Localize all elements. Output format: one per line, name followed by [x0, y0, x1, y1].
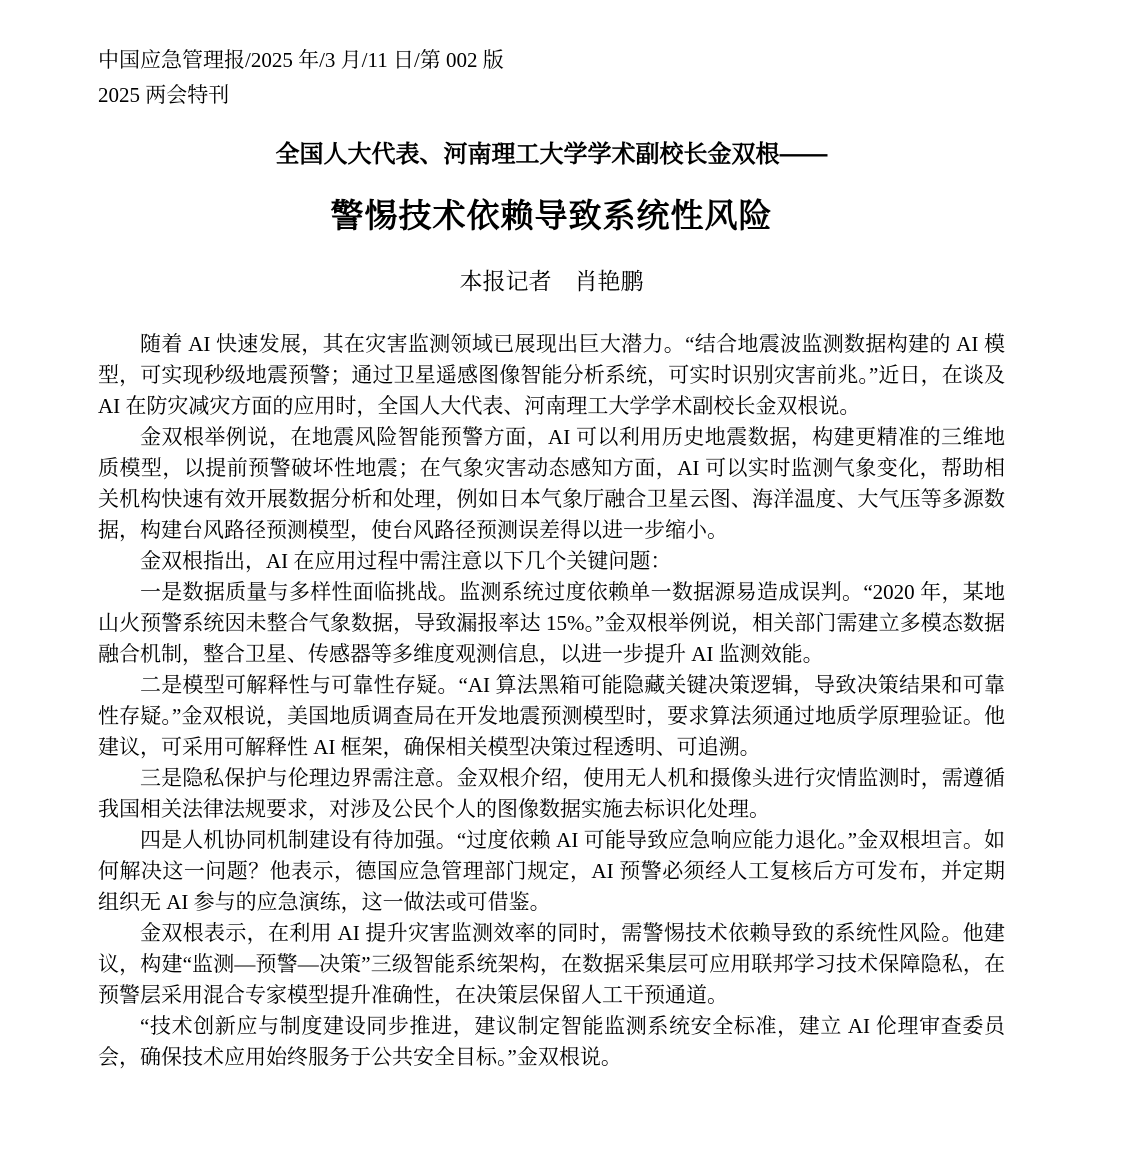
- article-paragraph: 四是人机协同机制建设有待加强。“过度依赖 AI 可能导致应急响应能力退化。”金双根坦言。如何解决这一问题？他表示，德国应急管理部门规定，AI 预警必须经人工复核后方可发布，并定期组织无 AI 参与的应急演练，这一做法或可借鉴。: [98, 828, 1005, 914]
- article-byline: 本报记者 肖艳鹏: [459, 269, 644, 294]
- article-body: [98, 329, 1005, 1073]
- article-paragraph: 三是隐私保护与伦理边界需注意。金双根介绍，使用无人机和摄像头进行灾情监测时，需遵循我国相关法律法规要求，对涉及公民个人的图像数据实施去标识化处理。: [98, 766, 1005, 821]
- article-paragraph: 二是模型可解释性与可靠性存疑。“AI 算法黑箱可能隐藏关键决策逻辑，导致决策结果和可靠性存疑。”金双根说，美国地质调查局在开发地震预测模型时，要求算法须通过地质学原理验证。他建议，可采用可解释性 AI 框架，确保相关模型决策过程透明、可追溯。: [98, 673, 1005, 759]
- publication-line: 中国应急管理报/2025 年/3 月/11 日/第 002 版: [98, 48, 504, 72]
- article-paragraph: “技术创新应与制度建设同步推进，建议制定智能监测系统安全标准，建立 AI 伦理审查委员会，确保技术应用始终服务于公共安全目标。”金双根说。: [98, 1014, 1005, 1069]
- article-paragraph: 随着 AI 快速发展，其在灾害监测领域已展现出巨大潜力。“结合地震波监测数据构建的 AI 模型，可实现秒级地震预警；通过卫星遥感图像智能分析系统，可实时识别灾害前兆。”近日，在谈及 AI 在防灾减灾方面的应用时，全国人大代表、河南理工大学学术副校长金双根说。: [98, 332, 1005, 418]
- article-paragraph: 金双根表示，在利用 AI 提升灾害监测效率的同时，需警惕技术依赖导致的系统性风险。他建议，构建“监测—预警—决策”三级智能系统架构，在数据采集层可应用联邦学习技术保障隐私，在预警层采用混合专家模型提升准确性，在决策层保留人工干预通道。: [98, 921, 1005, 1007]
- article-paragraph: 金双根举例说，在地震风险智能预警方面，AI 可以利用历史地震数据，构建更精准的三维地质模型，以提前预警破坏性地震；在气象灾害动态感知方面，AI 可以实时监测气象变化，帮助相关机构快速有效开展数据分析和处理，例如日本气象厅融合卫星云图、海洋温度、大气压等多源数据，构建台风路径预测模型，使台风路径预测误差得以进一步缩小。: [98, 425, 1005, 542]
- article-paragraph: 一是数据质量与多样性面临挑战。监测系统过度依赖单一数据源易造成误判。“2020 年，某地山火预警系统因未整合气象数据，导致漏报率达 15%。”金双根举例说，相关部门需建立多模态数据融合机制，整合卫星、传感器等多维度观测信息，以进一步提升 AI 监测效能。: [98, 580, 1005, 666]
- masthead: [98, 43, 1005, 113]
- article-kicker: 全国人大代表、河南理工大学学术副校长金双根——: [275, 141, 828, 168]
- article-headline: 警惕技术依赖导致系统性风险: [330, 197, 773, 234]
- edition-line: 2025 两会特刊: [98, 83, 230, 107]
- article-paragraph: 金双根指出，AI 在应用过程中需注意以下几个关键问题：: [140, 549, 672, 573]
